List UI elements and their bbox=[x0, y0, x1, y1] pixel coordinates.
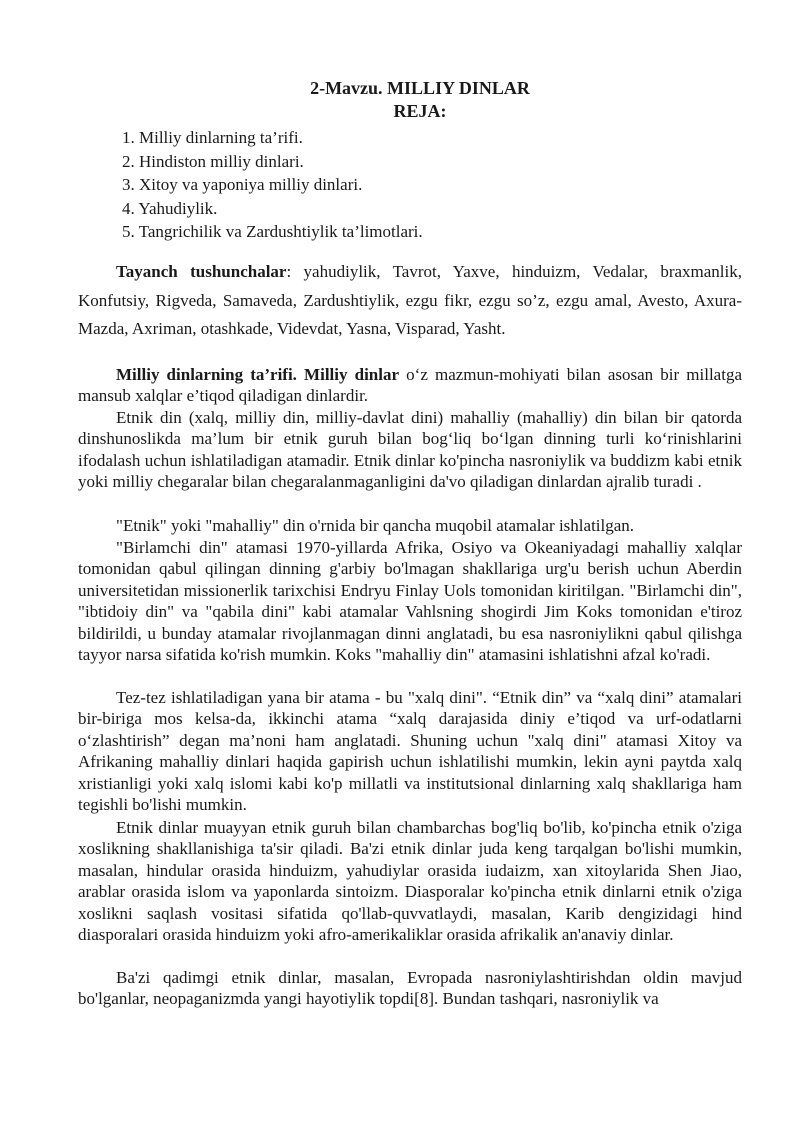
key-concepts-text: : yahudiylik, Tavrot, Yaxve, hinduizm, Vedalar, braxmanlik, Konfutsiy, Rigveda, Samaveda, Zardushtiylik, ezgu fikr, ezgu so’z, ezgu amal, Avesto, Axura-Mazda, Axriman, otashkade, Videvdat, Yasna, Visparad, Yasht. bbox=[78, 262, 742, 338]
body-paragraph: "Birlamchi din" atamasi 1970-yillarda Afrika, Osiyo va Okeaniyadagi mahalliy xalqlar tomonidan qabul qilingan dinning g'arbiy bo'lmagan shakllariga urg'u berish uchun Aberdin universitetidan missionerlik tarixchisi Endryu Finlay Uols tomonidan kiritilgan. "Birlamchi din", "ibtidoiy din" va "qabila dini" kabi atamalar Vahlsning shogirdi Jim Koks tomonidan e'tiroz bildirildi, u bunday atamalar rivojlanmagan dinni anglatadi, bu esa nasroniylikni qabul qilishga tayyor narsa sifatida ko'rish mumkin. Koks "mahalliy din" atamasini ishlatishni afzal ko'radi. bbox=[78, 538, 742, 665]
key-concepts-label: Tayanch tushunchalar bbox=[116, 262, 287, 281]
plan-list bbox=[122, 126, 423, 244]
plan-heading: REJA: bbox=[393, 101, 447, 121]
body-paragraph: Etnik dinlar muayyan etnik guruh bilan chambarchas bog'liq bo'lib, ko'pincha etnik o'ziga xoslikning shakllanishiga ta'sir qiladi. Ba'zi etnik dinlar juda keng tarqalgan bo'lishi mumkin, masalan, hindular orasida hinduizm, yahudiylar orasida iudaizm, xan xitoylarida Shen Jiao, arablar orasida islom va yaponlarda sintoizm. Diasporalar ko'pincha etnik dinlarni etnik o'ziga xoslikni saqlash vositasi sifatida qo'llab-quvvatlaydi, masalan, Karib dengizidagi hind diasporalari orasida hinduizm yoki afro-amerikaliklar orasida afrikalik an'anaviy dinlar. bbox=[78, 818, 742, 945]
section-intro-text: o‘z mazmun-mohiyati bilan asosan bir millatga mansub xalqlar e’tiqod qiladigan dinlardir. bbox=[78, 365, 743, 406]
body-paragraph: "Etnik" yoki "mahalliy" din o'rnida bir qancha muqobil atamalar ishlatilgan. bbox=[116, 516, 635, 535]
body-paragraph: Etnik din (xalq, milliy din, milliy-davlat dini) mahalliy (mahalliy) din bilan bir qatorda dinshunoslikda ma’lum bir etnik guruh bilan bog‘liq bo‘lgan dinning turli ko‘rinishlarini ifodalash uchun ishlatiladigan atamadir. Etnik dinlar ko'pincha nasroniylik va buddizm kabi etnik yoki milliy chegaralar bilan chegaralanmaganligini da'vo qiladigan dinlardan ajralib turadi . bbox=[78, 408, 742, 492]
body-paragraph: Ba'zi qadimgi etnik dinlar, masalan, Evropada nasroniylashtirishdan oldin mavjud bo'lganlar, neopaganizmda yangi hayotiylik topdi[8]. Bundan tashqari, nasroniylik va bbox=[78, 968, 742, 1009]
topic-title: 2-Mavzu. MILLIY DINLAR bbox=[310, 78, 530, 98]
plan-item: 5. Tangrichilik va Zardushtiylik ta’limotlari. bbox=[122, 222, 423, 241]
section-heading: Milliy dinlarning ta’rifi. Milliy dinlar bbox=[116, 365, 400, 384]
plan-item: 2. Hindiston milliy dinlari. bbox=[122, 151, 304, 171]
plan-item: 1. Milliy dinlarning ta’rifi. bbox=[122, 128, 303, 147]
section-intro bbox=[78, 364, 742, 407]
key-concepts bbox=[78, 258, 742, 344]
plan-item: 4. Yahudiylik. bbox=[122, 198, 218, 218]
body-paragraph: Tez-tez ishlatiladigan yana bir atama - bu "xalq dini". “Etnik din” va “xalq dini” atamalari bir-biriga mos kelsa-da, ikkinchi atama “xalq darajasida diniy e’tiqod va urf-odatlarni o‘zlashtirish” degan ma’noni ham anglatadi. Shuning uchun "xalq dini" atamasi Xitoy va Afrikaning mahalliy dinlari haqida gapirish uchun ishlatilishi mumkin, lekin ayni paytda xalq xristianligi yoki xalq islomi kabi ko'p millatli va institutsional dinlarning xalq shakllariga ham tegishli bo'lishi mumkin. bbox=[78, 688, 742, 815]
plan-item: 3. Xitoy va yaponiya milliy dinlari. bbox=[122, 175, 363, 194]
